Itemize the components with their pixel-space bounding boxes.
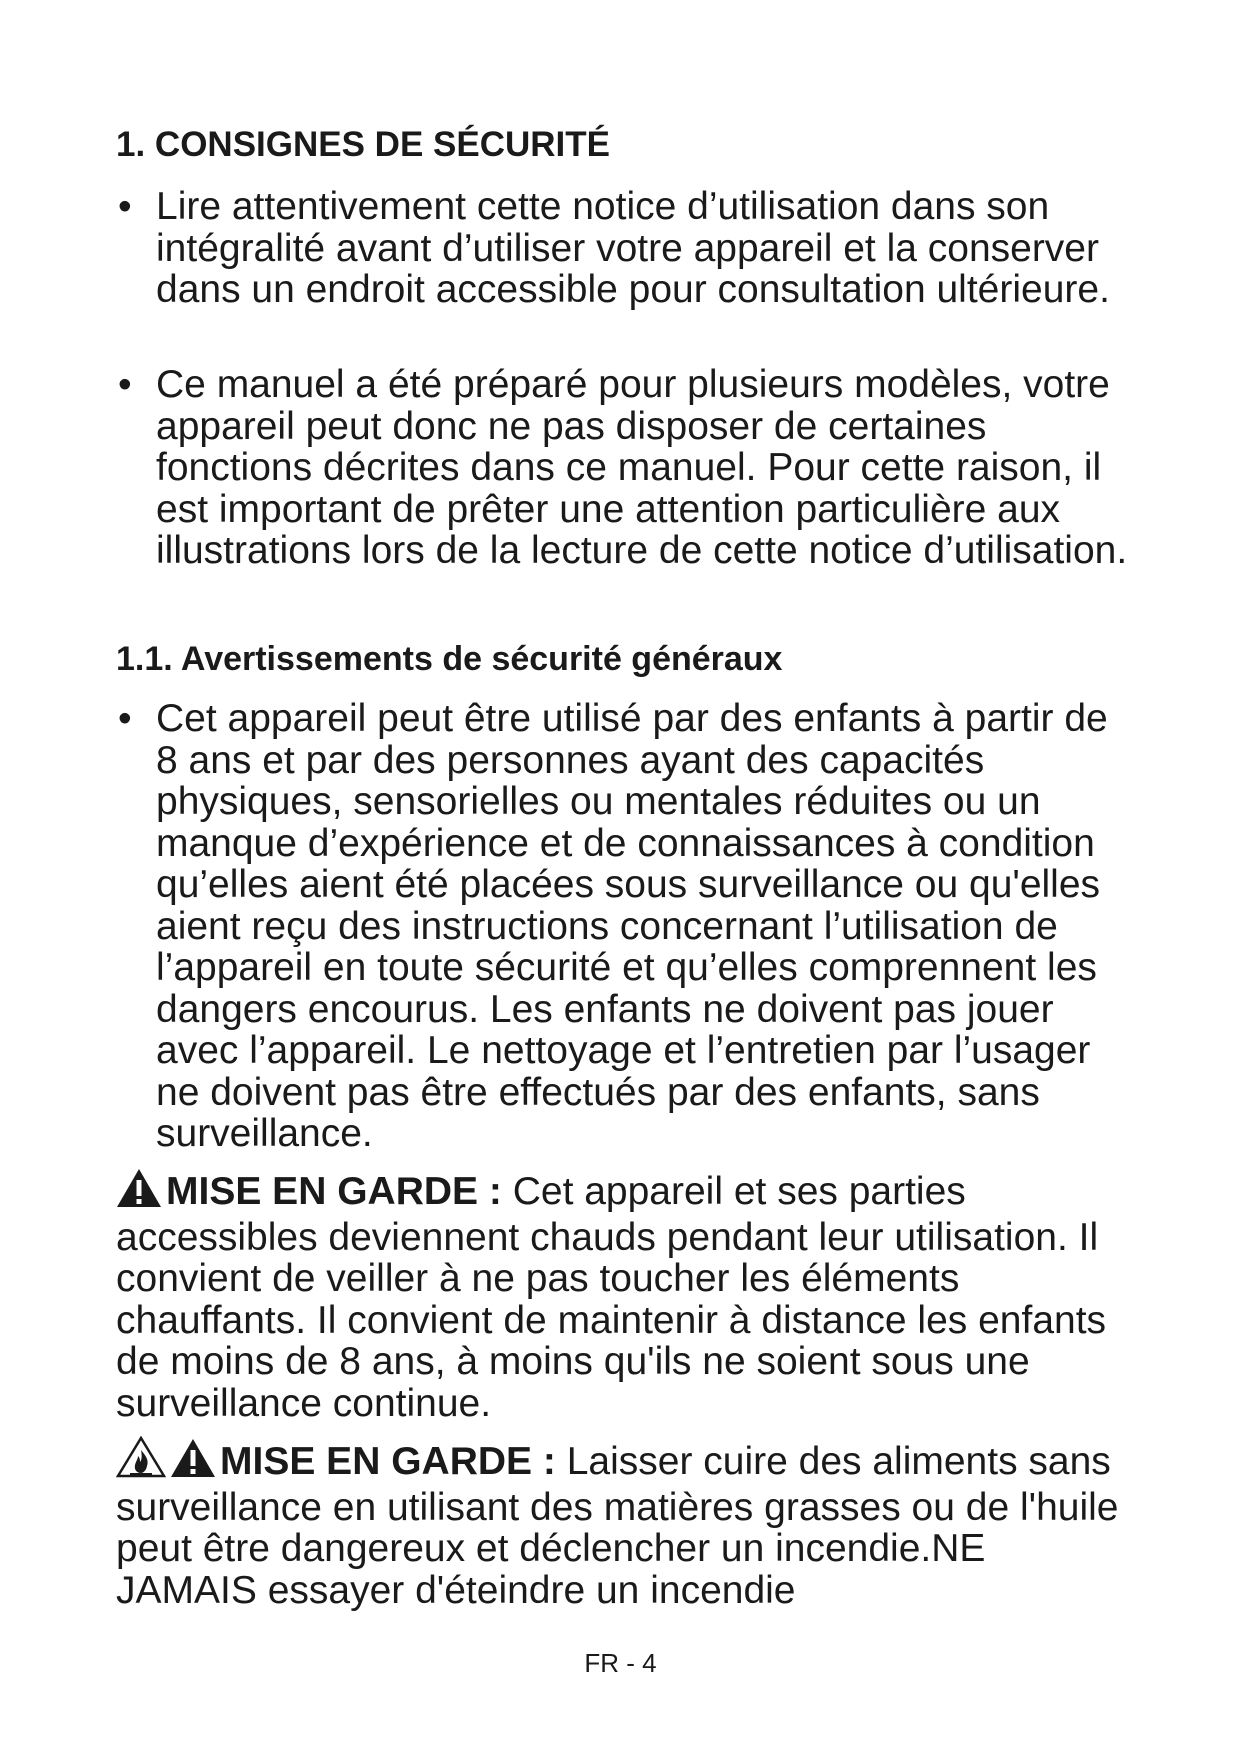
fire-hazard-icon [116, 1436, 166, 1487]
warning-label: MISE EN GARDE : [166, 1170, 502, 1213]
bullet-icon: • [118, 363, 132, 406]
list-item-text: Cet appareil peut être utilisé par des enfants à partir de 8 ans et par des personnes ayant des capacités physiques, sensorielles ou mentales réduites ou un manque d’expérience et de connaissances à condition qu’elles aient été placées sous surveillance ou qu'elles aient reçu des instructions concernant l’utilisation de l’appareil en toute sécurité et qu’elles comprennent les dangers encourus. Les enfants ne doivent pas jouer avec l’appareil. Le nettoyage et l’entretien par l’usager ne doivent pas être effectués par des enfants, sans surveillance. [156, 697, 1108, 1155]
warning-paragraph [116, 1168, 1136, 1424]
page-number: FR - 4 [584, 1648, 657, 1678]
list-item [116, 364, 1136, 572]
warning-text: Cet appareil et ses parties accessibles deviennent chauds pendant leur utilisation. Il convient de veiller à ne pas toucher les éléments chauffants. Il convient de maintenir à distance les enfants de moins de 8 ans, à moins qu'ils ne soient sous une surveillance continue. [116, 1170, 1107, 1425]
warning-paragraph [116, 1436, 1136, 1611]
warning-triangle-icon [116, 1168, 162, 1217]
list-item-text: Ce manuel a été préparé pour plusieurs modèles, votre appareil peut donc ne pas disposer de certaines fonctions décrites dans ce manuel. Pour cette raison, il est important de prêter une attention particulière aux illustrations lors de la lecture de cette notice d’utilisation. [156, 363, 1128, 572]
bullet-icon: • [118, 697, 132, 740]
section-title: 1. CONSIGNES DE SÉCURITÉ [116, 125, 610, 164]
warning-label: MISE EN GARDE : [220, 1440, 556, 1483]
list-item [116, 698, 1136, 1155]
list-item [116, 186, 1136, 311]
warning-triangle-icon [170, 1438, 216, 1487]
list-item-text: Lire attentivement cette notice d’utilisation dans son intégralité avant d’utiliser votre appareil et la conserver dans un endroit accessible pour consultation ultérieure. [156, 185, 1110, 311]
warning-text: Laisser cuire des aliments sans surveillance en utilisant des matières grasses ou de l'huile peut être dangereux et déclencher un incendie.NE JAMAIS essayer d'éteindre un incendie [116, 1440, 1119, 1612]
subsection-title: 1.1. Avertissements de sécurité généraux [116, 640, 783, 678]
bullet-icon: • [118, 185, 132, 228]
